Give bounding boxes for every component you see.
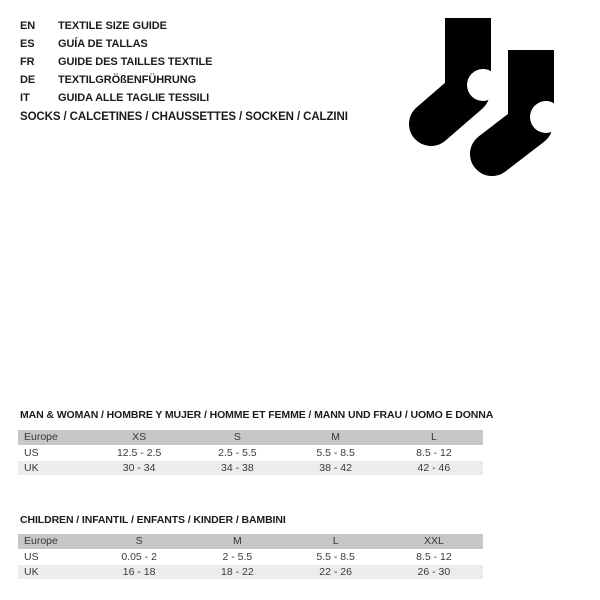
size-range-cell: 8.5 - 12 <box>416 551 452 563</box>
size-range-cell: 0.05 - 2 <box>121 551 157 563</box>
table-row-us <box>18 550 483 564</box>
size-range-cell: 5.5 - 8.5 <box>316 551 355 563</box>
sock-front-icon <box>492 50 562 154</box>
size-range-cell: 12.5 - 2.5 <box>116 447 162 459</box>
region-label: UK <box>24 566 39 578</box>
table-header-row <box>18 534 483 549</box>
category-line: SOCKS / CALCETINES / CHAUSSETTES / SOCKEN / CALZINI <box>20 111 348 123</box>
table-title-children: CHILDREN / INFANTIL / ENFANTS / KINDER / BAMBINI <box>20 514 286 526</box>
column-header: L <box>332 535 339 547</box>
language-label: TEXTILE SIZE GUIDE <box>58 20 167 32</box>
column-header: XS <box>132 431 147 443</box>
size-range-cell: 2 - 5.5 <box>222 551 253 563</box>
table-row-us <box>18 446 483 460</box>
size-table-children <box>18 534 483 580</box>
language-row-en <box>20 17 212 35</box>
column-header: M <box>233 535 242 547</box>
language-row-es <box>20 35 212 53</box>
column-header: S <box>135 535 143 547</box>
table-row-uk <box>18 565 483 579</box>
language-code: IT <box>20 92 30 104</box>
size-range-cell: 2.5 - 5.5 <box>218 447 257 459</box>
size-range-cell: 42 - 46 <box>417 462 451 474</box>
language-code: EN <box>20 20 36 32</box>
region-label: US <box>24 551 39 563</box>
language-row-fr <box>20 53 212 71</box>
language-code: FR <box>20 56 35 68</box>
column-header: S <box>233 431 241 443</box>
size-range-cell: 8.5 - 12 <box>416 447 452 459</box>
region-label: UK <box>24 462 39 474</box>
size-range-cell: 30 - 34 <box>122 462 156 474</box>
column-header-europe: Europe <box>24 431 58 443</box>
size-range-cell: 34 - 38 <box>221 462 254 474</box>
column-header: M <box>331 431 340 443</box>
size-range-cell: 18 - 22 <box>221 566 254 578</box>
table-header-row <box>18 430 483 445</box>
column-header: L <box>430 431 437 443</box>
size-table-man-woman <box>18 430 483 476</box>
region-label: US <box>24 447 39 459</box>
size-range-cell: 26 - 30 <box>417 566 451 578</box>
language-code: ES <box>20 38 35 50</box>
socks-icon <box>400 5 575 185</box>
size-range-cell: 22 - 26 <box>319 566 352 578</box>
language-row-de <box>20 71 212 89</box>
language-code: DE <box>20 74 36 86</box>
language-label: GUIDE DES TAILLES TEXTILE <box>58 56 213 68</box>
table-row-uk <box>18 461 483 475</box>
language-label: TEXTILGRÖßENFÜHRUNG <box>58 74 197 86</box>
language-row-it <box>20 89 212 107</box>
language-list <box>20 17 212 107</box>
language-label: GUÍA DE TALLAS <box>58 38 148 50</box>
size-range-cell: 5.5 - 8.5 <box>316 447 355 459</box>
sock-back-icon <box>431 18 499 124</box>
table-title-man-woman: MAN & WOMAN / HOMBRE Y MUJER / HOMME ET FEMME / MANN UND FRAU / UOMO E DONNA <box>20 409 494 421</box>
size-range-cell: 38 - 42 <box>319 462 352 474</box>
column-header: XXL <box>423 535 444 547</box>
language-label: GUIDA ALLE TAGLIE TESSILI <box>58 92 210 104</box>
column-header-europe: Europe <box>24 535 58 547</box>
size-range-cell: 16 - 18 <box>122 566 156 578</box>
